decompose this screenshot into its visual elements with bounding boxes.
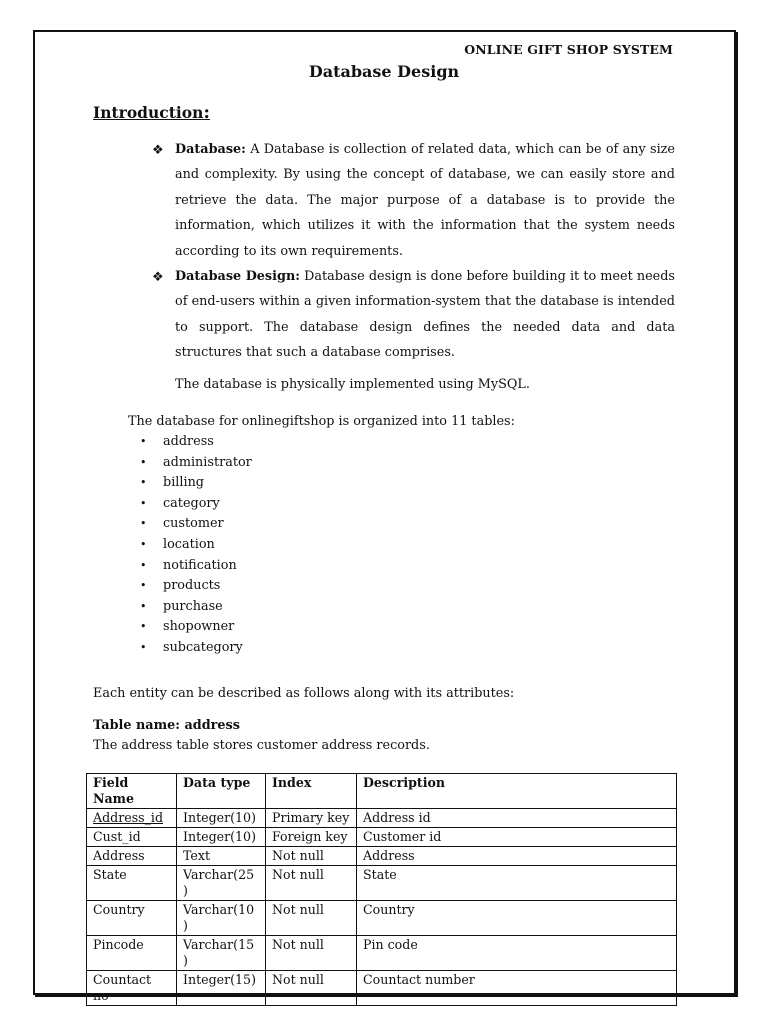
bullet-icon: •	[140, 537, 147, 551]
entity-table-name: Table name: address	[93, 718, 240, 733]
table-row	[87, 809, 677, 828]
list-item-label: shopowner	[163, 619, 235, 635]
column-header: Description	[357, 774, 677, 809]
table-row	[87, 866, 677, 901]
list-item-label: location	[163, 536, 215, 552]
attribute-table	[86, 773, 677, 1006]
bullet-icon: •	[140, 476, 147, 490]
introduction-heading-text: Introduction	[93, 103, 204, 122]
tables-overview-intro: The database for onlinegiftshop is organized into 11 tables:	[128, 414, 515, 429]
entity-table-description: The address table stores customer address records.	[93, 738, 430, 753]
table-cell: Countact no	[87, 971, 177, 1006]
table-cell: Varchar(10 )	[177, 901, 266, 936]
table-cell: Pin code	[357, 936, 677, 971]
table-header-row	[87, 774, 677, 809]
list-item	[138, 473, 252, 494]
bullet-icon: •	[140, 558, 147, 572]
list-item	[138, 556, 252, 577]
table-cell: Customer id	[357, 828, 677, 847]
system-name-header: ONLINE GIFT SHOP SYSTEM	[464, 42, 673, 57]
table-cell: State	[357, 866, 677, 901]
table-cell: Pincode	[87, 936, 177, 971]
table-cell: Countact number	[357, 971, 677, 1006]
list-item-label: customer	[163, 516, 224, 532]
list-item	[138, 597, 252, 618]
bullet-icon: •	[140, 599, 147, 613]
intro-term: Database Design:	[175, 269, 300, 285]
list-item-label: purchase	[163, 598, 223, 614]
bullet-icon: •	[140, 496, 147, 510]
table-cell: Varchar(25 )	[177, 866, 266, 901]
table-cell: Not null	[266, 901, 357, 936]
table-cell: Country	[357, 901, 677, 936]
page-title: Database Design	[308, 62, 460, 81]
table-cell: Cust_id	[87, 828, 177, 847]
list-item	[138, 617, 252, 638]
table-cell: Address	[87, 847, 177, 866]
list-item-label: subcategory	[163, 639, 243, 655]
list-item-label: billing	[163, 475, 204, 491]
table-cell: Varchar(15 )	[177, 936, 266, 971]
list-item-label: administrator	[163, 454, 252, 470]
bullet-icon: •	[140, 640, 147, 654]
table-row	[87, 936, 677, 971]
table-cell: Primary key	[266, 809, 357, 828]
table-cell: Integer(10)	[177, 828, 266, 847]
table-cell: Not null	[266, 866, 357, 901]
bullet-icon: •	[140, 435, 147, 448]
column-header: Field Name	[87, 774, 177, 809]
table-name-list	[138, 432, 252, 659]
list-item-label: address	[163, 434, 214, 449]
column-header: Index	[266, 774, 357, 809]
column-header: Data type	[177, 774, 266, 809]
list-item	[138, 638, 252, 659]
table-cell: State	[87, 866, 177, 901]
entities-intro: Each entity can be described as follows along with its attributes:	[93, 686, 515, 701]
list-item	[138, 432, 252, 453]
table-cell: Not null	[266, 847, 357, 866]
intro-item-database-design	[152, 264, 675, 366]
implementation-note: The database is physically implemented using MySQL.	[175, 377, 530, 392]
table-row	[87, 971, 677, 1006]
list-item	[138, 576, 252, 597]
list-item	[138, 535, 252, 556]
introduction-list	[152, 137, 675, 366]
table-cell: Not null	[266, 971, 357, 1006]
list-item-label: notification	[163, 557, 237, 573]
intro-text: A Database is collection of related data, which can be of any size and complexity. By using the concept of database, we can easily store and retrieve the data. The major purpose of a database is to provide the information, which utilizes it with the information that the system needs according to its own requirements.	[175, 142, 675, 259]
diamond-bullet-icon: ❖	[152, 270, 164, 286]
table-cell: Integer(10)	[177, 809, 266, 828]
list-item	[138, 453, 252, 474]
intro-item-database	[152, 137, 675, 264]
list-item	[138, 514, 252, 535]
bullet-icon: •	[140, 517, 147, 531]
intro-text: Database design is done before building it to meet needs of end-users within a given information-system that the database is intended to support. The database design defines the needed data and data structures that such a database comprises.	[175, 269, 675, 361]
table-cell: Country	[87, 901, 177, 936]
table-cell: Text	[177, 847, 266, 866]
table-cell: Integer(15)	[177, 971, 266, 1006]
bullet-icon: •	[140, 620, 147, 634]
list-item-label: category	[163, 495, 220, 511]
table-row	[87, 847, 677, 866]
table-cell: Not null	[266, 936, 357, 971]
diamond-bullet-icon: ❖	[152, 143, 164, 158]
intro-term: Database:	[175, 142, 246, 157]
bullet-icon: •	[140, 579, 147, 593]
introduction-heading	[93, 102, 210, 123]
table-row	[87, 901, 677, 936]
table-cell: Foreign key	[266, 828, 357, 847]
table-cell: Address id	[357, 809, 677, 828]
introduction-heading-colon: :	[203, 102, 211, 123]
list-item-label: products	[163, 578, 221, 594]
list-item	[138, 494, 252, 515]
table-cell: Address_id	[87, 809, 177, 828]
bullet-icon: •	[140, 455, 147, 469]
table-cell: Address	[357, 847, 677, 866]
table-row	[87, 828, 677, 847]
